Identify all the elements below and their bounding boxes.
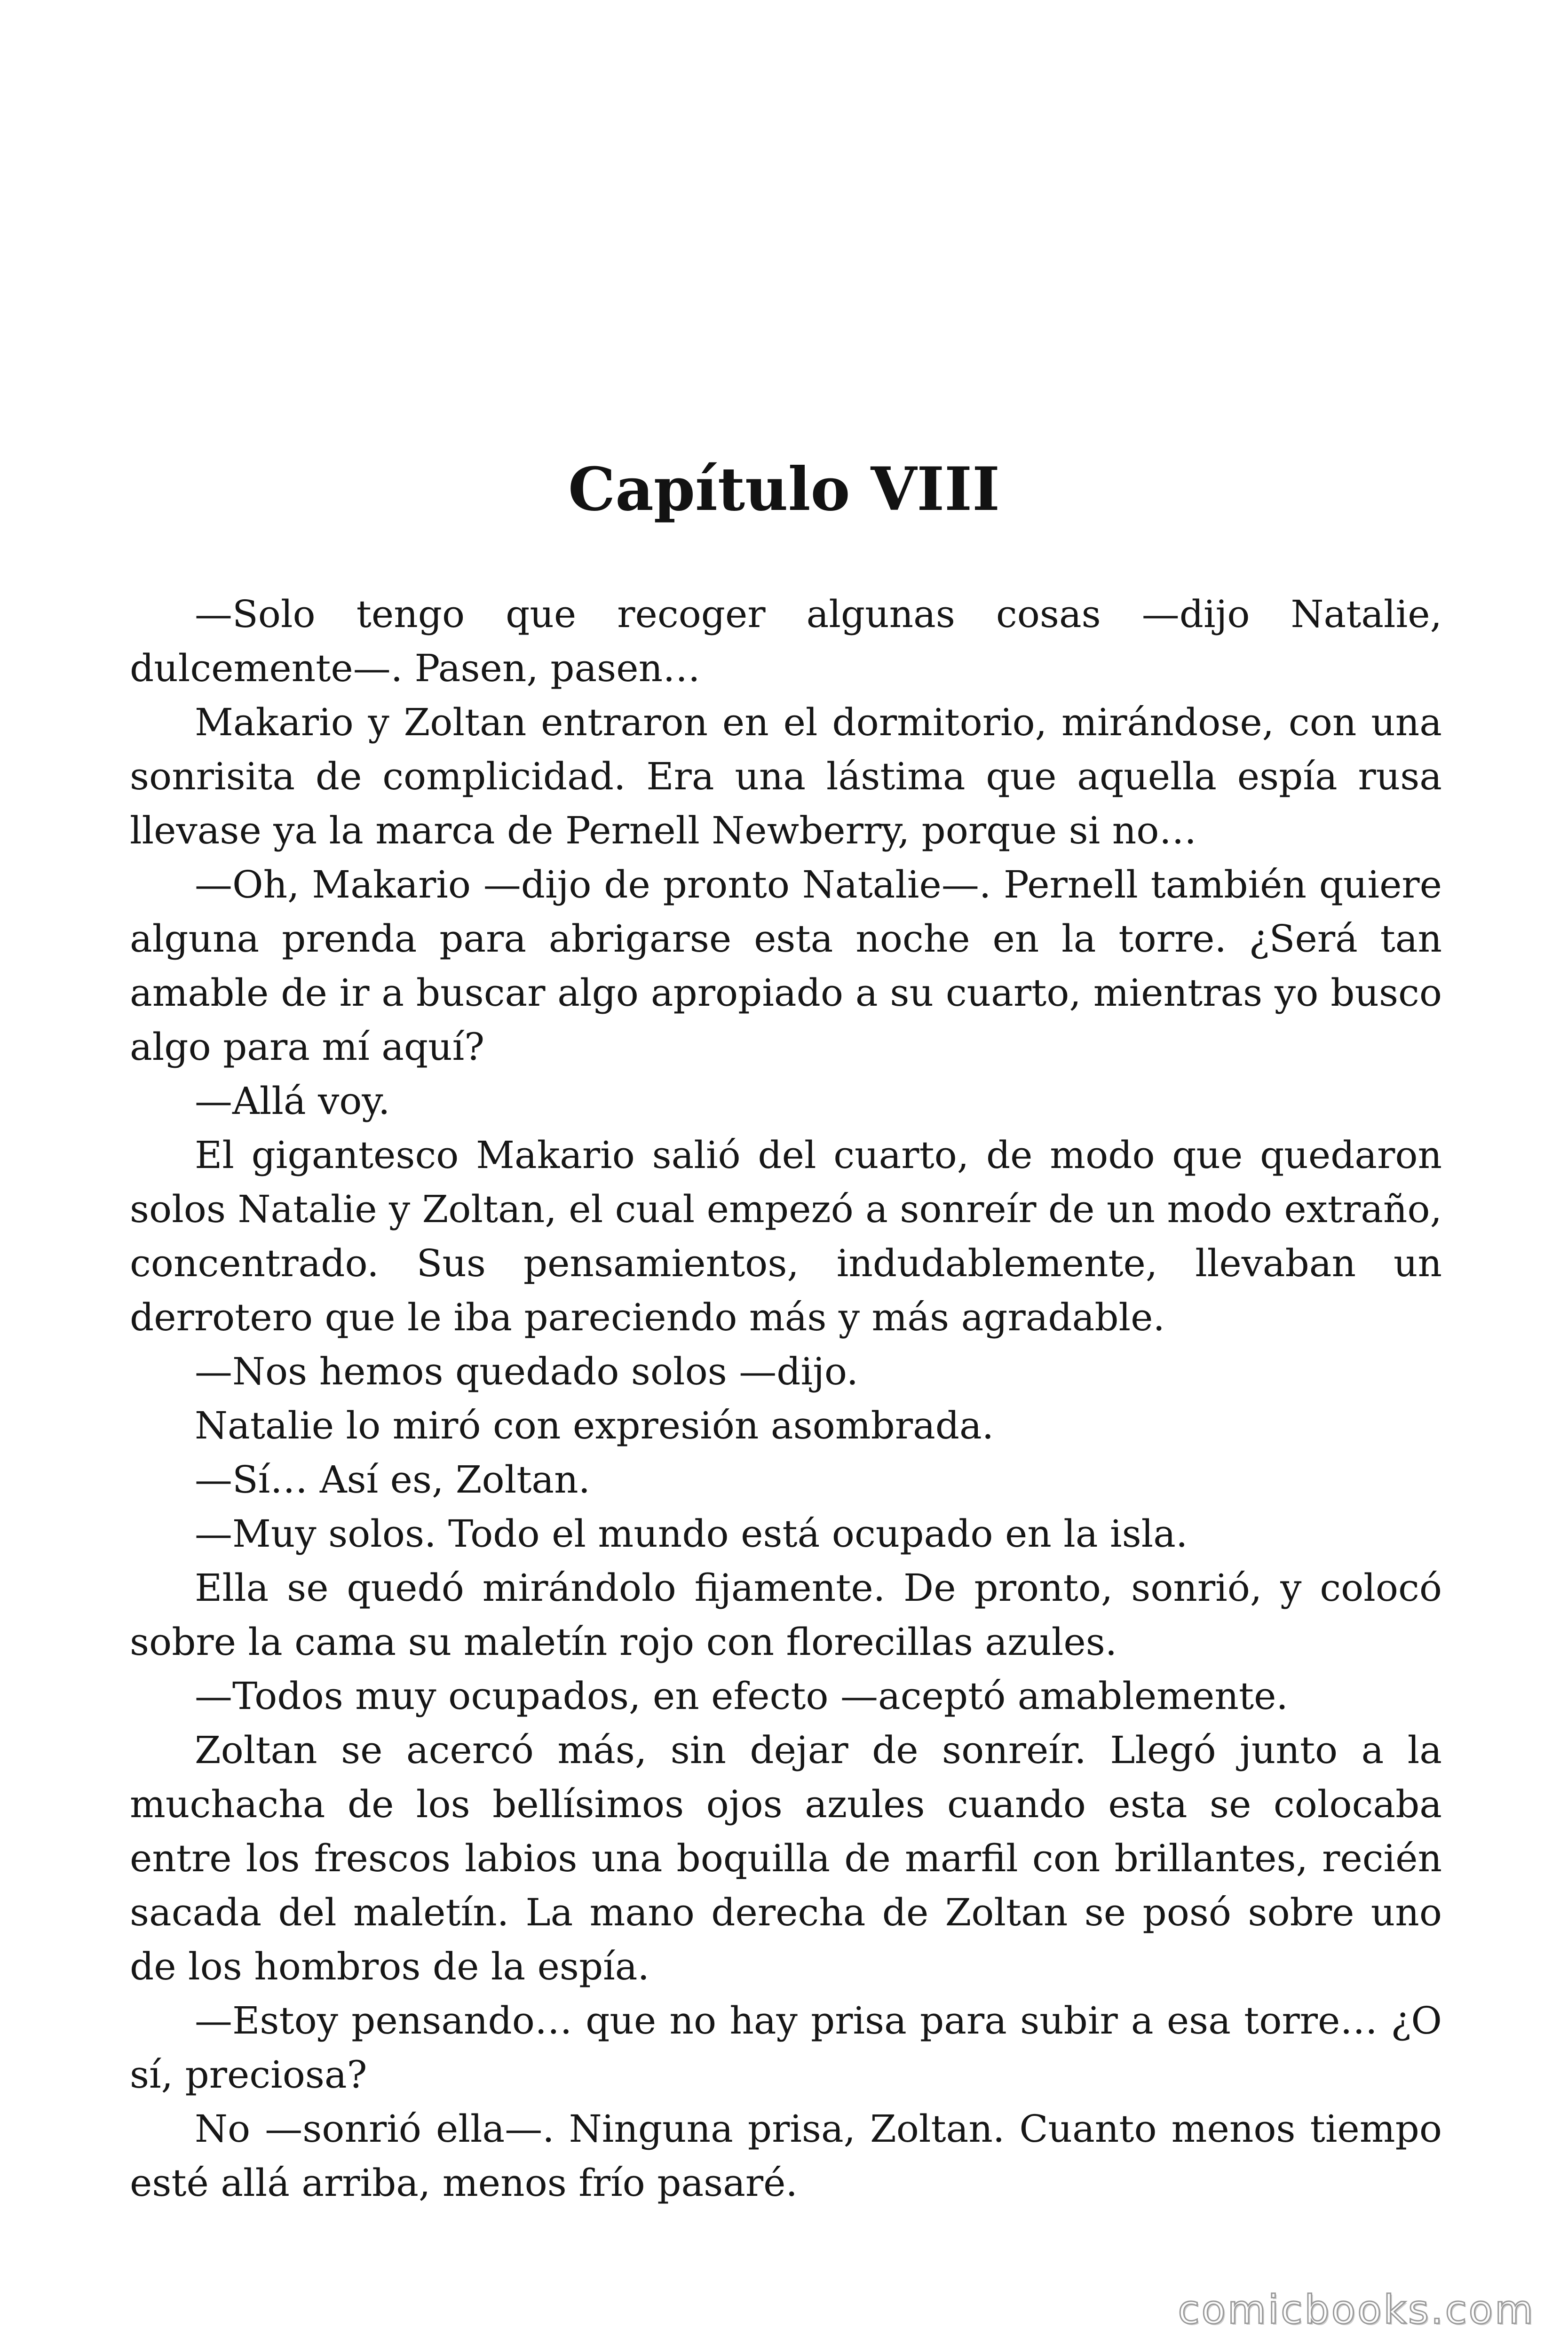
chapter-title: Capítulo VIII bbox=[568, 454, 1000, 524]
chapter-body bbox=[130, 587, 1442, 2210]
paragraph: Zoltan se acercó más, sin dejar de sonreír. Llegó junto a la muchacha de los bellísimos ojos azules cuando esta se colocaba entre los frescos labios una boquilla de marfil con brillantes, recién sacada del maletín. La mano derecha de Zoltan se posó sobre uno de los hombros de la espía. bbox=[130, 1728, 1442, 1988]
paragraph: Makario y Zoltan entraron en el dormitorio, mirándose, con una sonrisita de complicidad. Era una lástima que aquella espía rusa llevase ya la marca de Pernell Newberry, porque si no… bbox=[130, 700, 1442, 852]
paragraph: Natalie lo miró con expresión asombrada. bbox=[195, 1404, 994, 1447]
paragraph: —Sí… Así es, Zoltan. bbox=[195, 1458, 591, 1502]
paragraph: —Allá voy. bbox=[195, 1079, 390, 1123]
paragraph: —Oh, Makario —dijo de pronto Natalie—. Pernell también quiere alguna prenda para abrigarse esta noche en la torre. ¿Será tan amable de ir a buscar algo apropiado a su cuarto, mientras yo busco algo para mí aquí? bbox=[130, 863, 1442, 1069]
paragraph: —Solo tengo que recoger algunas cosas —dijo Natalie, dulcemente—. Pasen, pasen… bbox=[130, 592, 1442, 690]
paragraph: —Muy solos. Todo el mundo está ocupado en la isla. bbox=[195, 1512, 1188, 1556]
paragraph: —Estoy pensando… que no hay prisa para subir a esa torre… ¿O sí, preciosa? bbox=[130, 1999, 1442, 2097]
paragraph: Ella se quedó mirándolo fijamente. De pronto, sonrió, y colocó sobre la cama su maletín rojo con florecillas azules. bbox=[130, 1566, 1442, 1664]
paragraph: —Todos muy ocupados, en efecto —aceptó amablemente. bbox=[195, 1674, 1288, 1718]
paragraph: El gigantesco Makario salió del cuarto, de modo que quedaron solos Natalie y Zoltan, el cual empezó a sonreír de un modo extraño, concentrado. Sus pensamientos, indudablemente, llevaban un derrotero que le iba pareciendo más y más agradable. bbox=[130, 1133, 1442, 1339]
paragraph: No —sonrió ella—. Ninguna prisa, Zoltan. Cuanto menos tiempo esté allá arriba, menos frío pasaré. bbox=[130, 2107, 1442, 2205]
watermark: comicbooks.com bbox=[1178, 2287, 1535, 2333]
paragraph: —Nos hemos quedado solos —dijo. bbox=[195, 1350, 859, 1393]
